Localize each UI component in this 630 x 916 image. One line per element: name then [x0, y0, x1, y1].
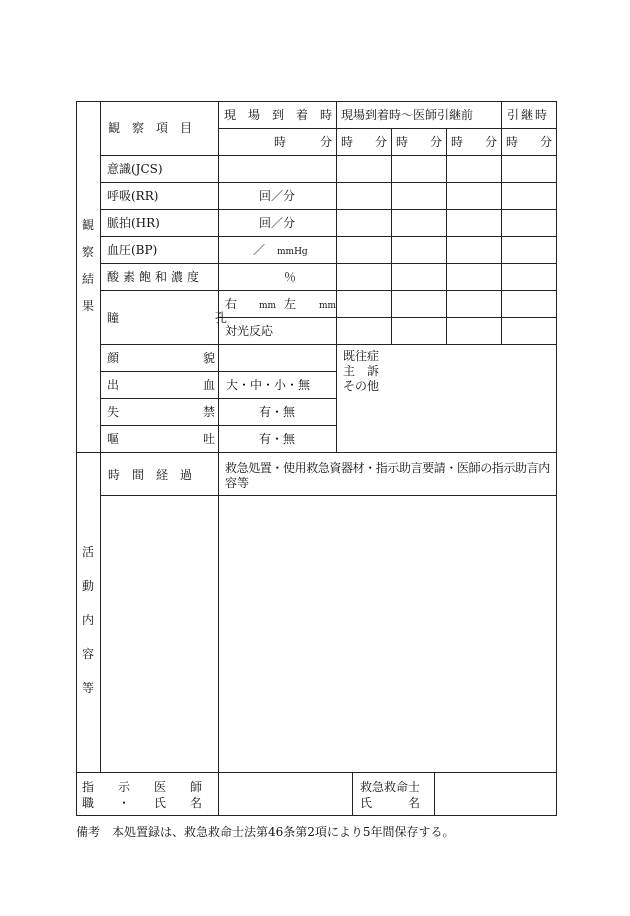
row-respiration-unit: 回／分: [259, 189, 296, 203]
header-handover: 引継時: [507, 108, 550, 122]
row-incontinence-options: 有・無: [259, 405, 296, 419]
h-row3: [100, 209, 557, 210]
light-reflex-label: 対光反応: [225, 324, 274, 338]
handover-hour: 時: [506, 135, 519, 149]
row-pulse-label: 脈拍(HR): [107, 216, 160, 230]
arrival-hour: 時: [274, 135, 287, 149]
row-vomiting-options: 有・無: [259, 432, 296, 446]
border-bottom: [76, 815, 557, 816]
activity-time-elapsed-label: 時 間 経 過: [108, 468, 193, 482]
history-past: 既往症: [343, 349, 380, 363]
row-bp-slash: ／: [253, 243, 266, 257]
section-label-activity: 活 動 内 容 等: [81, 545, 94, 695]
pupil-mm1: mm: [259, 301, 277, 311]
h-pupil-mid: [218, 317, 557, 318]
doctor-label-line1: 指 示 医 師: [82, 780, 203, 794]
arrival-minute: 分: [320, 135, 333, 149]
header-observation-item: 観 察 項 目: [108, 121, 193, 135]
history-block: [343, 349, 379, 394]
row-spo2-unit: ％: [284, 270, 297, 284]
h-header-mid: [218, 128, 557, 129]
h-row4: [100, 236, 557, 237]
row-bp-label: 血圧(BP): [107, 243, 158, 257]
row-bp-unit: mmHg: [277, 247, 308, 257]
row-vomiting-label: 嘔 吐: [107, 432, 216, 446]
handover-minute: 分: [540, 135, 553, 149]
history-complaint: 主 訴: [343, 364, 380, 378]
mid1-minute: 分: [375, 135, 388, 149]
paramedic-label-line2: 氏 名: [360, 796, 421, 810]
doctor-name-field[interactable]: [219, 773, 352, 815]
activity-description-line2: 容等: [225, 476, 250, 490]
mid3-minute: 分: [485, 135, 498, 149]
row-respiration-label: 呼吸(RR): [107, 189, 159, 203]
history-other: その他: [343, 379, 380, 393]
section-label-observation: 観 察 結 果: [81, 218, 94, 313]
header-arrival-to-handover: 現場到着時～医師引継前: [341, 108, 474, 122]
activity-content-area[interactable]: [219, 496, 556, 772]
h-row9: [100, 398, 337, 399]
mid3-hour: 時: [451, 135, 464, 149]
row-pupil-label: 瞳 孔: [107, 311, 228, 325]
mid1-hour: 時: [341, 135, 354, 149]
activity-description-line1: 救急処置・使用救急資器材・指示助言要請・医師の指示助言内: [225, 461, 550, 475]
border-left: [76, 101, 77, 816]
v-mid1: [391, 129, 392, 345]
row-incontinence-label: 失 禁: [107, 405, 216, 419]
row-complexion-label: 顔 貌: [107, 351, 216, 365]
h-row7: [100, 344, 557, 345]
paramedic-name-field[interactable]: [435, 773, 556, 815]
h-row8: [100, 371, 337, 372]
row-spo2-label: 酸素飽和濃度: [107, 270, 204, 284]
pupil-mm2: mm: [319, 301, 337, 311]
mid2-hour: 時: [396, 135, 409, 149]
h-row10: [100, 425, 337, 426]
paramedic-label-line1: 救急救命士: [360, 780, 421, 794]
h-row6: [100, 290, 557, 291]
h-row5: [100, 263, 557, 264]
pupil-left: 左: [284, 297, 297, 311]
row-pulse-unit: 回／分: [259, 216, 296, 230]
v-sig-mid: [352, 772, 353, 816]
row-bleeding-options: 大・中・小・無: [226, 378, 311, 392]
v-arrival: [336, 101, 337, 452]
header-arrival: 現 場 到 着 時: [224, 108, 333, 122]
remarks-text: 備考 本処置録は、救急救命士法第46条第2項により5年間保存する。: [76, 825, 455, 839]
divider-obs-activity: [76, 452, 557, 453]
doctor-label-line2: 職 ・ 氏 名: [82, 796, 203, 810]
row-consciousness-label: 意識(JCS): [107, 162, 163, 176]
row-bleeding-label: 出 血: [107, 378, 216, 392]
h-row2: [100, 182, 557, 183]
pupil-right: 右: [225, 297, 238, 311]
v-mid2: [446, 129, 447, 345]
border-top: [76, 101, 557, 102]
activity-time-area[interactable]: [101, 496, 218, 772]
mid2-minute: 分: [430, 135, 443, 149]
h-row1: [100, 155, 557, 156]
v-handover: [501, 101, 502, 345]
